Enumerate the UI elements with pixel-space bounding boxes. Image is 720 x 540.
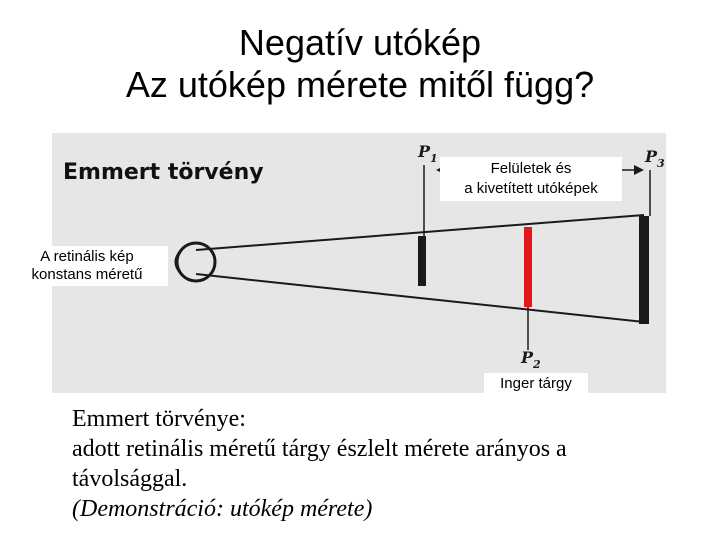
- surfaces-label-line-1: Felületek és: [490, 160, 572, 177]
- retina-label: [6, 246, 168, 286]
- retina-label-line-2: konstans méretű: [31, 266, 143, 283]
- law-text: [72, 404, 682, 524]
- surface-p3-bar: [639, 216, 649, 324]
- title-line-1: Negatív utókép: [238, 22, 482, 63]
- stimulus-bar: [524, 227, 532, 307]
- law-body: adott retinális méretű tárgy észlelt mérete arányos a távolsággal.: [72, 436, 567, 492]
- surfaces-label: [440, 157, 622, 201]
- title-line-2: Az utókép mérete mitől függ?: [125, 64, 595, 105]
- p2-label: $P_2$: [521, 348, 541, 371]
- law-title: Emmert törvénye:: [72, 406, 246, 432]
- demo-note: (Demonstráció: utókép mérete): [72, 496, 373, 522]
- p1-label: $P_1$: [418, 142, 438, 165]
- surface-p1-bar: [418, 236, 426, 286]
- stimulus-label: Inger tárgy: [484, 373, 588, 395]
- retina-label-line-1: A retinális kép: [40, 248, 134, 265]
- p3-label: $P_3$: [645, 147, 665, 170]
- diagram-heading: Emmert törvény: [63, 160, 264, 185]
- surfaces-label-line-2: a kivetített utóképek: [464, 180, 598, 197]
